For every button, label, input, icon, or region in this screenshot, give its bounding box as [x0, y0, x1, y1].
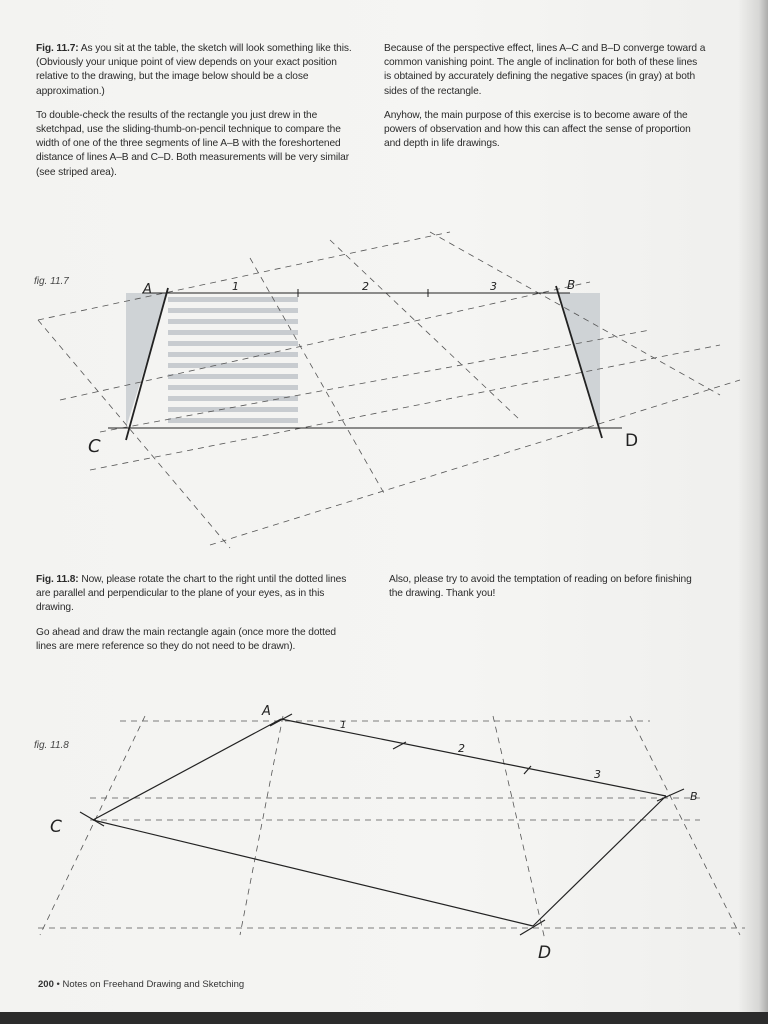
point-b-label: B	[567, 278, 576, 292]
point-c-label: C	[88, 436, 101, 457]
page-number: 200	[38, 979, 54, 990]
fig-11-8-label: fig. 11.8	[34, 740, 69, 751]
point-d-label: D	[538, 943, 552, 963]
main-rectangle	[80, 714, 684, 935]
perspective-paragraph: Because of the perspective effect, lines A–C and B–D converge toward a common vanishing point. The angle of inclination for both of these lines is obtained by accurately defining the negative spaces (in gray) at both sides of the rectangle.	[384, 43, 706, 97]
fig-11-8-prefix: Fig. 11.8:	[36, 574, 79, 585]
point-d-label: D	[625, 431, 639, 451]
point-b-label: B	[690, 790, 698, 803]
segment-1-label: 1	[340, 720, 347, 731]
page-footer	[38, 979, 244, 990]
segment-3-label: 3	[594, 768, 601, 781]
point-a-label: A	[262, 704, 271, 719]
book-title: Notes on Freehand Drawing and Sketching	[62, 979, 245, 990]
fig-11-7-caption-text: As you sit at the table, the sketch will look something like this. (Obviously your unique point of view depends on your exact position relative to the drawing, but the image below should be a close approximation.)	[36, 43, 352, 97]
footer-bullet: •	[56, 979, 60, 990]
reference-grid-lines	[38, 716, 745, 940]
temptation-paragraph: Also, please try to avoid the temptation of reading on before finishing the drawing. Thank you!	[389, 574, 692, 600]
segment-1-label: 1	[232, 280, 239, 293]
bottom-edge	[0, 1012, 768, 1024]
page-edge-shadow	[738, 0, 768, 1024]
point-a-label: A	[143, 282, 152, 297]
segment-3-label: 3	[490, 280, 497, 293]
double-check-paragraph: To double-check the results of the rectangle you just drew in the sketchpad, use the sliding-thumb-on-pencil technique to compare the width of one of the three segments of line A–B with the foreshortened distance of lines A–B and C–D. Both measurements will be very similar (see striped area).	[36, 109, 350, 178]
segment-2-label: 2	[362, 280, 369, 293]
fig-11-8-caption-text: Now, please rotate the chart to the right until the dotted lines are parallel and perpendicular to the plane of your eyes, as in this drawing.	[36, 574, 347, 614]
fig-11-7-prefix: Fig. 11.7:	[36, 43, 79, 54]
segment-2-label: 2	[458, 742, 465, 755]
fig-11-7-label: fig. 11.7	[34, 276, 69, 287]
point-c-label: C	[50, 817, 62, 837]
draw-again-paragraph: Go ahead and draw the main rectangle again (once more the dotted lines are mere reference so they do not need to be drawn).	[36, 626, 336, 652]
purpose-paragraph: Anyhow, the main purpose of this exercise is to become aware of the powers of observation and how this can affect the sense of proportion and depth in life drawings.	[384, 109, 691, 150]
